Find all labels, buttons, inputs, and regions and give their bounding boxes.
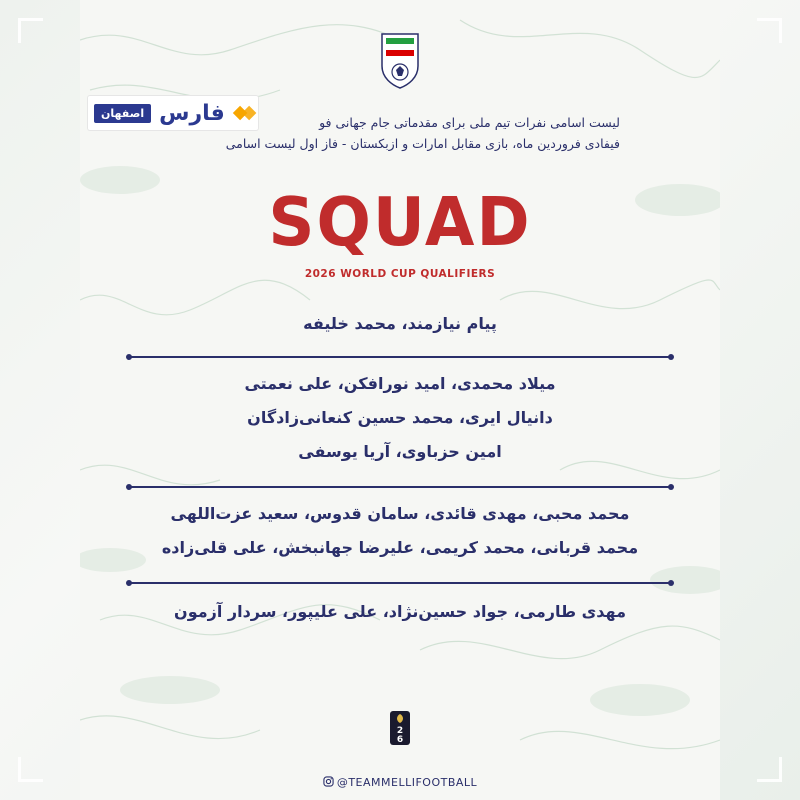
- agency-name: فارس: [159, 100, 225, 126]
- goalkeepers-line: پیام نیازمند، محمد خلیفه: [303, 314, 497, 333]
- instagram-handle-text: @TEAMMELLIFOOTBALL: [336, 776, 478, 789]
- corner-mark-top-right: [757, 18, 782, 43]
- divider-3: [130, 582, 670, 584]
- defenders-line-1: میلاد محمدی، امید نورافکن، علی نعمتی: [244, 374, 556, 393]
- squad-subtitle: 2026 WORLD CUP QUALIFIERS: [304, 268, 496, 280]
- headline-line-2: فیفادی فروردین ماه، بازی مقابل امارات و ازبکستان - فاز اول لیست اسامی: [225, 136, 620, 151]
- headline: [180, 112, 620, 154]
- ffiri-emblem-icon: [378, 30, 422, 90]
- corner-mark-top-left: [18, 18, 43, 43]
- forwards-line-1: مهدی طارمی، جواد حسین‌نژاد، علی علیپور، سردار آزمون: [174, 602, 626, 621]
- svg-text:2: 2: [396, 726, 404, 736]
- midfielders-line-2: محمد قربانی، محمد کریمی، علیرضا جهانبخش، علی قلی‌زاده: [161, 538, 639, 557]
- squad-title: SQUAD: [268, 184, 532, 262]
- headline-line-1: لیست اسامی نفرات تیم ملی برای مقدماتی جام جهانی فو: [319, 115, 620, 130]
- instagram-icon: [323, 776, 334, 787]
- city-tag: اصفهان: [94, 104, 151, 123]
- instagram-handle[interactable]: [0, 776, 800, 789]
- svg-text:6: 6: [396, 735, 404, 745]
- midfielders-line-1: محمد محبی، مهدی قائدی، سامان قدوس، سعید عزت‌اللهی: [170, 504, 630, 523]
- divider-2: [130, 486, 670, 488]
- world-cup-2026-logo-icon: [389, 710, 411, 746]
- defenders-line-2: دانیال ایری، محمد حسین کنعانی‌زادگان: [247, 408, 553, 427]
- divider-1: [130, 356, 670, 358]
- defenders-line-3: امین حزباوی، آریا یوسفی: [298, 442, 502, 461]
